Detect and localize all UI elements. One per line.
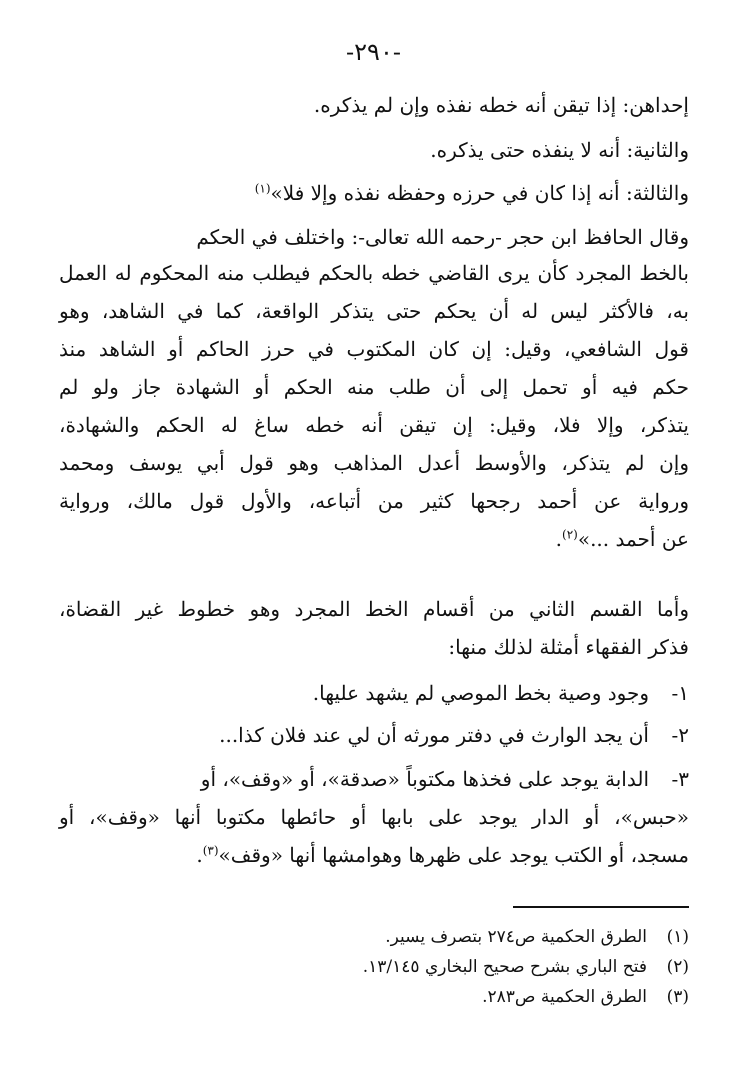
footnote-number: (٢) <box>666 957 689 977</box>
footnote-number: (٣) <box>666 987 689 1007</box>
footnote-ref-3: (٣) <box>202 843 219 858</box>
list-text: الدابة يوجد على فخذها مكتوباً «صدقة»، أو «وقف»، أو <box>200 767 649 791</box>
footnote-number: (١) <box>666 927 689 947</box>
ibn-hajar-line-2: بالخط المجرد كأن يرى القاضي خطه بالحكم فيطلب منه المحكوم له العمل <box>59 261 689 285</box>
opinion-line-2: والثانية: أنه لا ينفذه حتى يذكره. <box>430 138 689 162</box>
ibn-hajar-line-5: حكم فيه أو تحمل إلى أن طلب منه الحكم أو الشهادة جاز ولو لم <box>59 375 689 399</box>
ibn-hajar-last-text: عن أحمد ...» <box>577 527 689 551</box>
ibn-hajar-line-1: وقال الحافظ ابن حجر -رحمه الله تعالى-: واختلف في الحكم <box>196 225 689 249</box>
footnote <box>385 925 689 949</box>
opinion-line-1: إحداهن: إذا تيقن أنه خطه نفذه وإن لم يذكره. <box>313 93 689 117</box>
footnote-text: الطرق الحكمية ص٢٨٣. <box>482 987 647 1007</box>
footnote-text: الطرق الحكمية ص٢٧٤ بتصرف يسير. <box>385 927 647 947</box>
footnote-text: فتح الباري بشرح صحيح البخاري ١٣/١٤٥. <box>362 957 647 977</box>
item-3-continuation-1: «حبس»، أو الدار يوجد على بابها أو حائطها مكتوبا أنها «وقف»، أو <box>59 805 689 829</box>
footnote <box>482 985 689 1009</box>
ibn-hajar-period: . <box>555 527 562 551</box>
list-number: ١- <box>671 681 689 705</box>
list-item <box>219 720 689 750</box>
ibn-hajar-line-6: يتذكر، وإلا فلا، وقيل: إن تيقن أنه خطه ساغ له الحكم والشهادة، <box>59 413 689 437</box>
list-item <box>313 678 689 708</box>
ibn-hajar-line-7: وإن لم يتذكر، والأوسط أعدل المذاهب وهو قول أبي يوسف ومحمد <box>59 451 689 475</box>
ibn-hajar-line-8: ورواية عن أحمد رجحها كثير من أتباعه، والأول قول مالك، ورواية <box>59 489 689 513</box>
second-section-line-1: وأما القسم الثاني من أقسام الخط المجرد وهو خطوط غير القضاة، <box>59 597 689 621</box>
opinion-line-3 <box>255 178 689 208</box>
ibn-hajar-line-9 <box>556 524 689 554</box>
footnote-ref-1: (١) <box>254 181 271 196</box>
item-3-last-text: مسجد، أو الكتب يوجد على ظهرها وهوامشها أنها «وقف» <box>218 843 689 867</box>
opinion-3-text: والثالثة: أنه إذا كان في حرزه وحفظه نفذه وإلا فلا» <box>270 181 689 205</box>
item-3-period: . <box>196 843 203 867</box>
list-text: وجود وصية بخط الموصي لم يشهد عليها. <box>312 681 649 705</box>
page-number: -٢٩٠- <box>346 38 401 66</box>
list-item <box>201 764 689 794</box>
ibn-hajar-line-3: به، فالأكثر ليس له أن يحكم حتى يتذكر الواقعة، كما في الشاهد، وهو <box>59 299 689 323</box>
footnote-divider <box>513 906 689 908</box>
list-number: ٣- <box>671 767 689 791</box>
list-number: ٢- <box>671 723 689 747</box>
footnote-ref-2: (٢) <box>562 527 578 542</box>
ibn-hajar-line-4: قول الشافعي، وقيل: إن كان المكتوب في حرز الحاكم أو الشاهد منذ <box>59 337 689 361</box>
item-3-continuation-2 <box>196 840 689 870</box>
footnote <box>363 955 689 979</box>
second-section-line-2: فذكر الفقهاء أمثلة لذلك منها: <box>448 635 689 659</box>
list-text: أن يجد الوارث في دفتر مورثه أن لي عند فلان كذا... <box>219 723 649 747</box>
